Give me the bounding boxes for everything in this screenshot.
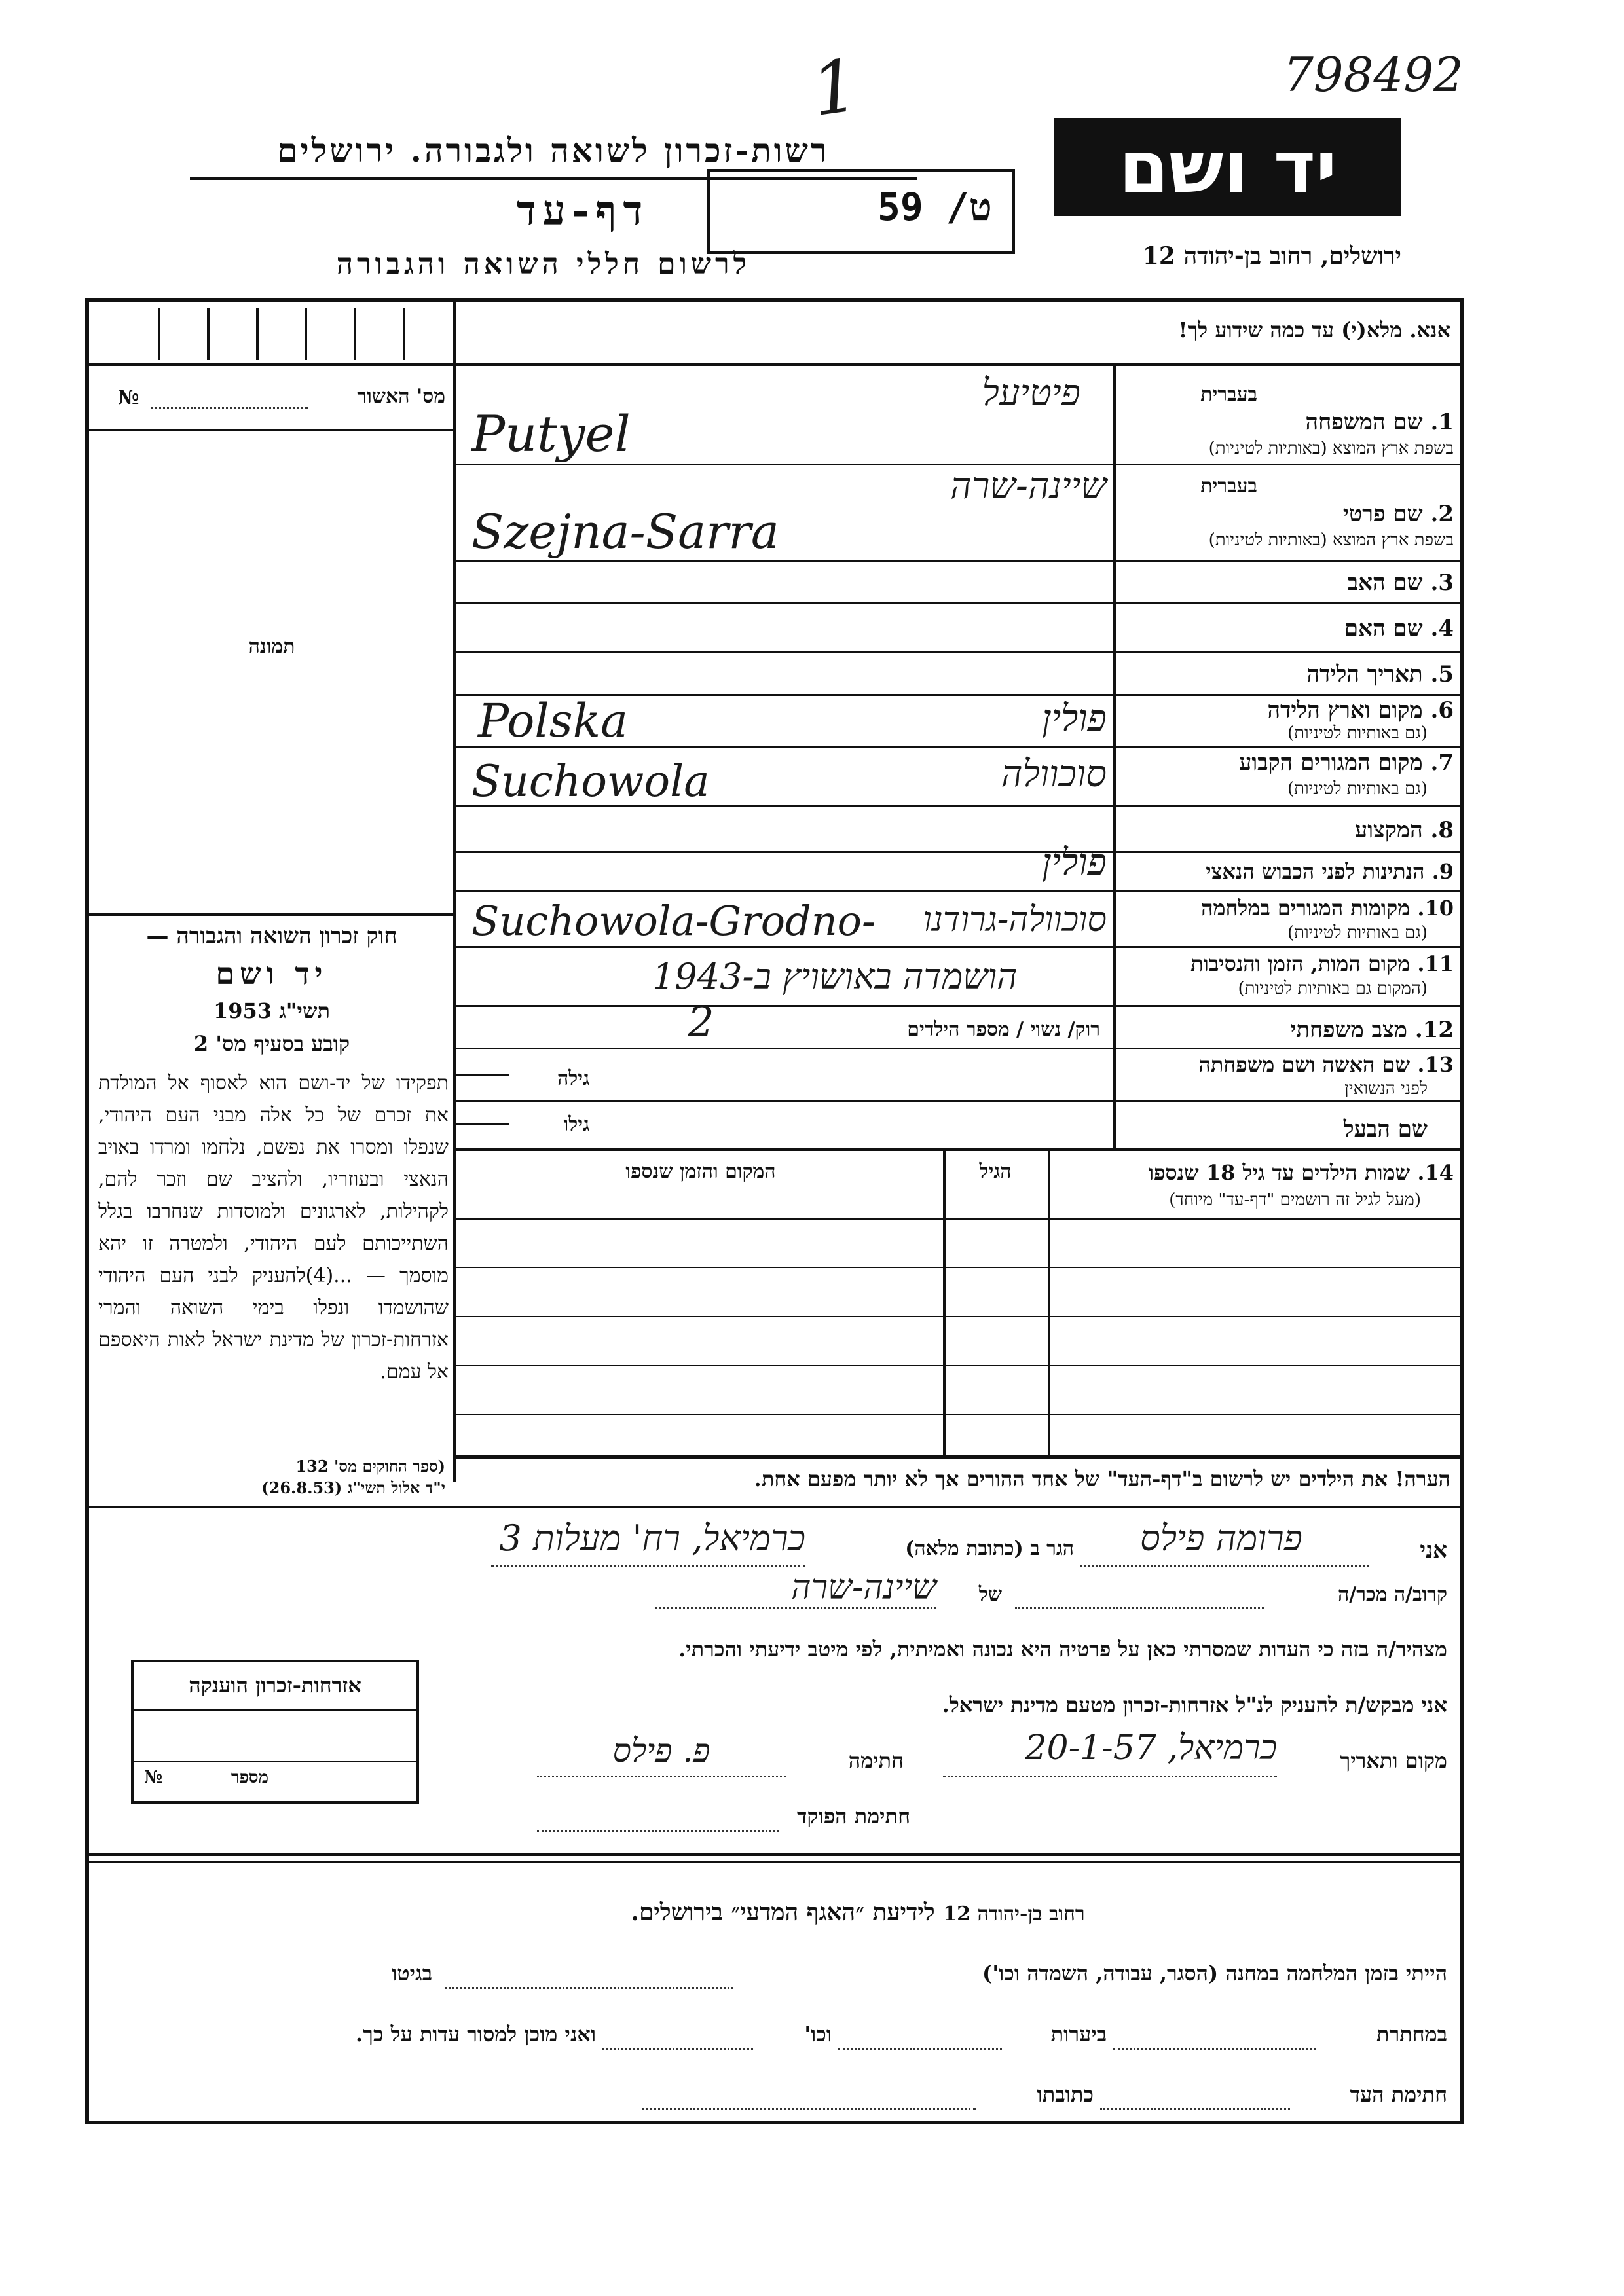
approval-label: מס' האשור: [357, 385, 445, 408]
decl-relation-value[interactable]: שיינה-שרה: [791, 1568, 936, 1607]
record-number: 798492: [1283, 47, 1464, 102]
children-col-divider-2: [943, 1151, 946, 1455]
law-title: חוק זכרון השואה והגבורה —: [146, 923, 397, 949]
archive-address: רחוב בן-יהודה 12: [943, 1903, 1085, 1925]
law-year-hebrew: תשי"ג: [279, 998, 330, 1023]
field-3-label: 3. שם האב: [1347, 570, 1454, 596]
address: ירושלים, רחוב בן-יהודה 12: [1142, 242, 1401, 270]
children-title: 14. שמות הילדים עד גיל 18 שנספו: [1148, 1160, 1454, 1185]
form-subtitle: לרשום חללי השואה והגבורה: [336, 247, 751, 281]
decl-signature[interactable]: פ. פילס: [612, 1732, 710, 1770]
citizenship-box-number: מספר: [231, 1768, 268, 1787]
field-2-tag: בעברית: [1200, 475, 1257, 498]
field-11-value-hebrew[interactable]: הושמדה באושויץ ב-1943: [652, 956, 1018, 997]
decl-officer-label: חתימת הפוקד: [797, 1804, 910, 1829]
law-year: 1953: [213, 998, 272, 1023]
yad-vashem-logo: [1054, 118, 1401, 216]
children-col-divider-1: [1048, 1151, 1050, 1455]
field-8-label: 8. המקצוע: [1354, 817, 1454, 843]
field-1-value-hebrew[interactable]: פיטיעל: [982, 372, 1080, 414]
field-6-label: 6. מקום וארץ הלידה: [1267, 697, 1454, 723]
field-11-label: 11. מקום המות, הזמן והנסיבות: [1190, 951, 1454, 976]
logo-text: יד ושם: [1118, 125, 1337, 209]
archive-line2-a: במחתרת: [1376, 2022, 1447, 2047]
decl-statement: מצהיר/ה בזה כי העדות שמסרתי כאן על פרטיה היא נכונה ואמיתית, לפי מיטב ידיעתי והכרתי.: [678, 1637, 1447, 1662]
field-13-sub: לפני הנשואין: [1344, 1079, 1428, 1099]
field-13-label: 13. שם האשה ושם משפחתה: [1198, 1052, 1454, 1077]
field-2-value-latin[interactable]: Szejna-Sarra: [471, 504, 779, 559]
law-date: י"ד אלול תשי"ג (26.8.53): [261, 1478, 445, 1497]
children-col-age: הגיל: [979, 1160, 1012, 1183]
law-source: (ספר החוקים מס' 132: [295, 1457, 445, 1476]
archive-heading: [498, 1899, 1218, 1926]
field-12-children-count[interactable]: 2: [688, 998, 714, 1047]
field-7-label: 7. מקום המגורים הקבוע: [1239, 750, 1454, 776]
record-stamp-number: 59 /ט: [877, 185, 992, 229]
law-text: תפקידו של יד-ושם הוא לאסוף אל המולדת את זכרם של כל אלה מבני העם היהודי, שנפלו ומסרו את נפשם, נלחמו ומרדו באויב הנאצי ובעוזריו, ולהציב שם וזכר להם, לקהילות, לארגונים ולמוסדות שנחרבו בגלל השתייכותם לעם היהודי, ולמטרה זו יהא מוסמך — ...(4)להעניק לבני העם היהודי שהושמדו ונפלו בימי השואה והמרי אזרחות-זכרון של מדינת ישראל לאות היאספם אל עמם.: [98, 1072, 449, 1383]
page-number: 1: [806, 43, 864, 133]
archive-line2-b: ביערות: [1050, 2022, 1107, 2047]
field-6-value-hebrew[interactable]: פולין: [1042, 697, 1107, 740]
citizenship-box-title: אזרחות-זכרון הוענקה: [189, 1673, 361, 1698]
institution-name: רשות-זכרון לשואה ולגבורה. ירושלים: [277, 131, 830, 170]
field-5-label: 5. תאריך הלידה: [1306, 661, 1454, 687]
archive-line2-d: ואני מוכן למסור עדות על כך.: [355, 2022, 596, 2047]
husband-label: שם הבעל: [1343, 1116, 1428, 1142]
field-12-label: 12. מצב משפחתי: [1290, 1017, 1454, 1043]
field-1-tag: בעברית: [1200, 383, 1257, 406]
decl-request: אני מבקש/ת להעניק לנ"ל אזרחות-זכרון מטעם מדינת ישראל.: [942, 1692, 1447, 1717]
field-10-sub: (גם באותיות לטיניות): [1287, 923, 1428, 943]
field-6-sub: (גם באותיות לטיניות): [1287, 723, 1428, 743]
field-7-value-latin[interactable]: Suchowola: [471, 756, 710, 807]
field-7-sub: (גם באותיות לטיניות): [1287, 779, 1428, 799]
approval-no: №: [118, 386, 139, 409]
field-4-label: 4. שם האם: [1344, 615, 1454, 642]
archive-line3-a: חתימת העד: [1350, 2082, 1447, 2107]
field-10-value-latin[interactable]: Suchowola-Grodno-: [471, 897, 876, 945]
field-2-sub: בשפת ארץ המוצא (באותיות לטיניות): [1208, 530, 1454, 550]
field-9-label: 9. הנתינות לפני הכבוש הנאצי: [1206, 859, 1454, 884]
field-9-value-hebrew[interactable]: פולין: [1042, 841, 1107, 884]
stub-boxes: [111, 308, 452, 360]
citizenship-box-no: №: [144, 1768, 163, 1787]
field-2-value-hebrew[interactable]: שיינה-שרה: [950, 465, 1107, 507]
field-1-sub: בשפת ארץ המוצא (באותיות לטיניות): [1208, 439, 1454, 458]
law-year-block: [98, 998, 445, 1023]
archive-title: לידיעת ״האגף המדעי״ בירושלים.: [631, 1899, 935, 1926]
field-2-label: 2. שם פרטי: [1342, 501, 1454, 527]
decl-place-date[interactable]: כרמיאל, 20-1-57: [1025, 1728, 1277, 1768]
husband-age-label: גילו: [563, 1113, 589, 1136]
form-title: דף-עד: [516, 187, 650, 234]
archive-line1-b: בגיטו: [392, 1961, 432, 1986]
decl-i-label: אני: [1420, 1537, 1447, 1563]
children-col-place: המקום והזמן שנספו: [625, 1160, 776, 1183]
archive-line1-a: הייתי בזמן המלחמה במחנה (הסגר, עבודה, השמדה וכו'): [982, 1961, 1447, 1986]
archive-line2-c: וכו': [804, 2022, 832, 2047]
field-7-value-hebrew[interactable]: סוכוולה: [1001, 753, 1107, 795]
field-1-label: 1. שם המשפחה: [1305, 409, 1454, 435]
field-10-label: 10. מקומות המגורים במלחמה: [1201, 896, 1454, 920]
children-sub: (מעל לגיל זה רושמים "דף-עד" מיוחד): [1169, 1190, 1421, 1210]
field-11-sub: (המקום גם באותיות לטיניות): [1238, 979, 1428, 998]
field-10-value-hebrew[interactable]: סוכוולה-גרודנו: [923, 900, 1107, 939]
decl-signature-label: חתימה: [848, 1748, 904, 1773]
field-13-age-label: גילה: [557, 1067, 589, 1090]
decl-address[interactable]: כרמיאל, רח' מעלות 3: [499, 1518, 805, 1559]
archive-line3-b: כתובתו: [1037, 2082, 1094, 2107]
field-12-options: רוק/ נשוי / מספר הילדים: [907, 1018, 1100, 1041]
decl-resides-label: הגר ב (כתובת מלאה): [905, 1537, 1074, 1560]
law-name: יד ושם: [215, 956, 328, 991]
law-clause: קובע בסעיף מס' 2: [193, 1031, 350, 1056]
decl-of-label: של: [978, 1583, 1002, 1606]
field-6-value-latin[interactable]: Polska: [478, 694, 628, 748]
decl-place-date-label: מקום ותאריך: [1340, 1748, 1447, 1773]
photo-label: תמונה: [248, 635, 295, 658]
decl-name[interactable]: פרומה פילס: [1140, 1518, 1302, 1559]
field-1-value-latin[interactable]: Putyel: [471, 405, 631, 463]
decl-relation-label: קרוב/ה מכר/ה: [1338, 1583, 1447, 1606]
label-column-divider: [1113, 366, 1116, 1148]
note-text: הערה! את הילדים יש לרשום ב"דף-העד" של אחד ההורים אך לא יותר מפעם אחת.: [754, 1467, 1450, 1491]
intro-text: אנא. מלא(י) עד כמה שידוע לך!: [1178, 318, 1450, 342]
